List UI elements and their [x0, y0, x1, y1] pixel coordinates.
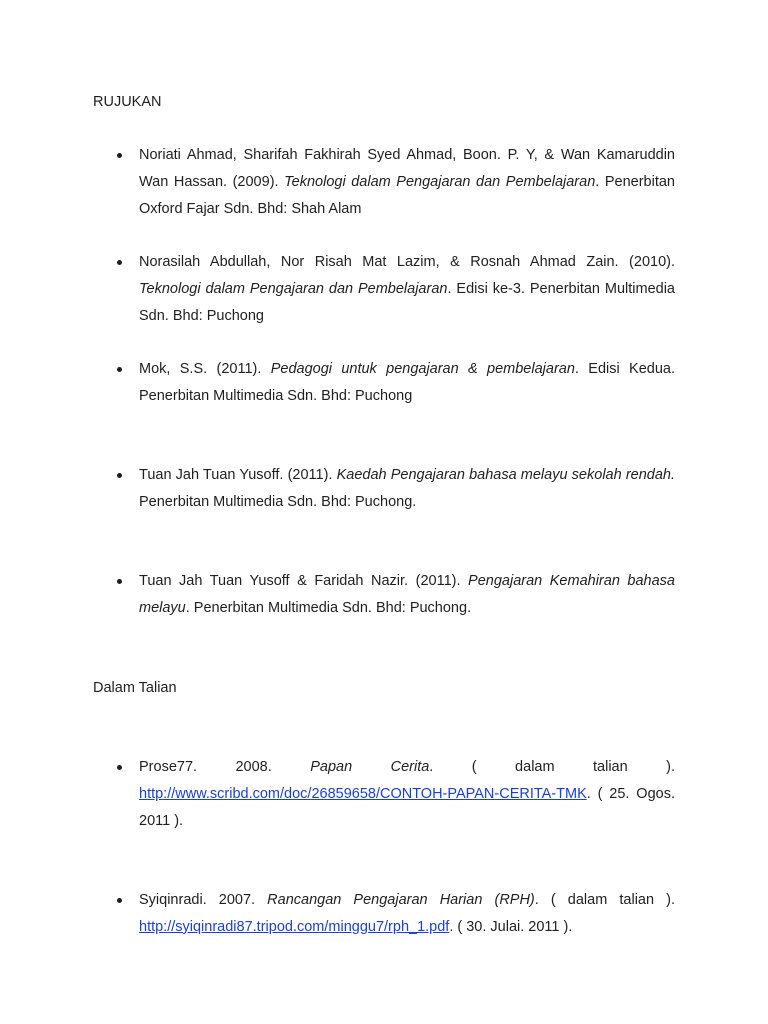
reference-authors: Syiqinradi. 2007. — [139, 892, 268, 908]
reference-publisher: . Penerbitan Oxford Fajar Sdn. Bhd: Shah Alam — [139, 173, 675, 217]
reference-note: . ( dalam talian ). — [534, 892, 675, 908]
reference-url-link[interactable]: http://www.scribd.com/doc/26859658/CONTOH-PAPAN-CERITA-TMK — [139, 785, 587, 802]
reference-authors: Norasilah Abdullah, Nor Risah Mat Lazim, & Rosnah Ahmad Zain. (2010). — [139, 254, 675, 270]
reference-authors: Tuan Jah Tuan Yusoff & Faridah Nazir. (2011). — [139, 573, 469, 589]
reference-url-link[interactable]: http://syiqinradi87.tripod.com/minggu7/rph_1.pdf — [139, 918, 450, 935]
reference-access-date: . ( 25. Ogos. 2011 ). — [139, 785, 675, 829]
reference-title: Kaedah Pengajaran bahasa melayu sekolah rendah. — [336, 467, 675, 483]
reference-title: Pengajaran Kemahiran bahasa melayu — [139, 573, 675, 616]
reference-title: Rancangan Pengajaran Harian (RPH) — [267, 892, 535, 908]
reference-item-3 — [139, 356, 675, 410]
reference-title: Teknologi dalam Pengajaran dan Pembelajaran — [139, 280, 448, 297]
reference-authors: Noriati Ahmad, Sharifah Fakhirah Syed Ahmad, Boon. P. Y, & Wan Kamaruddin Wan Hassan. (2009). — [139, 147, 675, 190]
reference-authors: Prose77. 2008. — [139, 759, 311, 775]
reference-publisher: Penerbitan Multimedia Sdn. Bhd: Puchong. — [139, 493, 417, 510]
reference-title: Teknologi dalam Pengajaran dan Pembelajaran — [284, 173, 596, 190]
online-reference-item-2 — [139, 887, 675, 941]
reference-item-5 — [139, 568, 675, 622]
reference-publisher: . Edisi Kedua. Penerbitan Multimedia Sdn. Bhd: Puchong — [139, 361, 675, 404]
reference-item-2 — [139, 249, 675, 329]
rujukan-heading: RUJUKAN — [93, 94, 162, 110]
reference-access-date: . ( 30. Julai. 2011 ). — [449, 918, 573, 935]
reference-publisher: . Edisi ke-3. Penerbitan Multimedia Sdn. Bhd: Puchong — [139, 280, 675, 324]
reference-title: Papan Cerita — [310, 759, 430, 775]
reference-item-4 — [139, 462, 675, 516]
dalam-talian-heading: Dalam Talian — [93, 680, 177, 696]
online-reference-item-1 — [139, 754, 675, 834]
reference-title: Pedagogi untuk pengajaran & pembelajaran — [270, 361, 575, 377]
reference-publisher: . Penerbitan Multimedia Sdn. Bhd: Puchong. — [185, 599, 472, 616]
reference-authors: Tuan Jah Tuan Yusoff. (2011). — [139, 467, 337, 483]
reference-item-1 — [139, 142, 675, 222]
reference-authors: Mok, S.S. (2011). — [139, 361, 271, 377]
reference-note: . ( dalam talian ). — [429, 759, 675, 775]
